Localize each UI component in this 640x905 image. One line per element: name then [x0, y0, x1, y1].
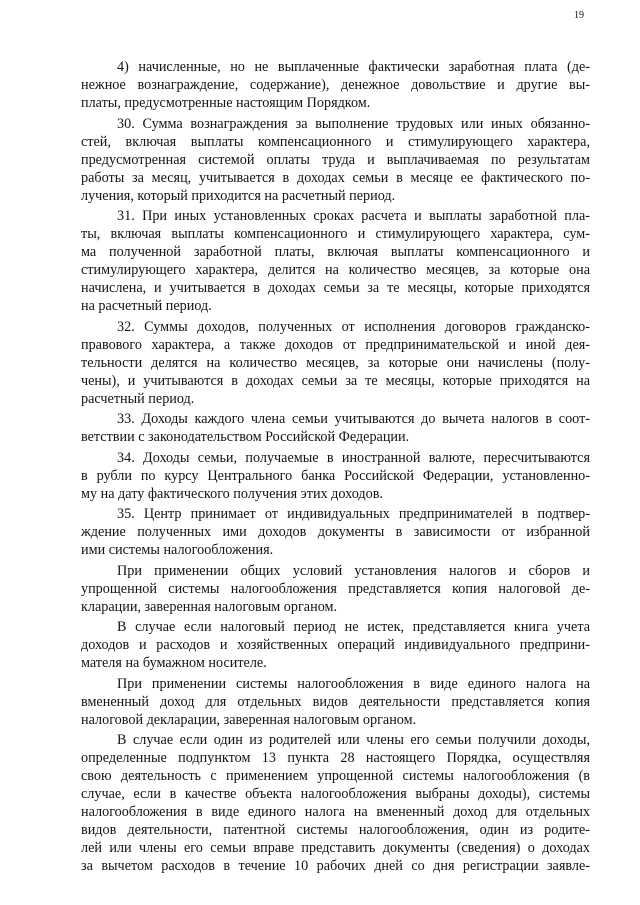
text-line: 35. Центр принимает от индивидуальных предпринимателей в подтвер- [117, 506, 590, 522]
text-line: видов деятельности, патентной системы налогообложения, один из родите- [81, 822, 590, 838]
text-line: предусмотренная системой оплаты труда и выплачиваемая по результатам [81, 151, 590, 168]
page-number: 19 [574, 10, 584, 21]
paragraph [81, 115, 590, 205]
text-line: мателя на бумажном носителе. [81, 655, 267, 671]
paragraph [81, 562, 590, 616]
paragraph [81, 449, 590, 503]
text-line: чены), и учитываются в доходах семьи за те месяцы, которые приходятся на [81, 372, 590, 389]
text-line: лей или члены его семьи вправе представить документы (сведения) о доходах [81, 840, 590, 856]
paragraph [81, 207, 590, 315]
paragraph [81, 58, 590, 112]
text-line: ветствии с законодательством Российской Федерации. [81, 429, 410, 445]
text-line: нежное вознаграждение, содержание), денежное довольствие и другие вы- [81, 77, 590, 93]
paragraph [81, 318, 590, 408]
text-line: упрощенной системы налогообложения представляется копия налоговой де- [81, 580, 590, 597]
text-line: кларации, заверенная налоговым органом. [81, 598, 338, 615]
text-line: лучения, который приходится на расчетный период. [81, 187, 396, 204]
text-line: платы, предусмотренные настоящим Порядком. [81, 95, 371, 111]
text-line: свою деятельность с применением упрощенной системы налогообложения (в [81, 768, 590, 784]
text-line: му на дату фактического получения этих доходов. [81, 485, 383, 502]
text-line: начислена, и учитывается в доходах семьи за те месяцы, которые приходятся [81, 280, 590, 296]
text-line: 32. Суммы доходов, полученных от исполнения договоров гражданско- [117, 318, 590, 335]
paragraph [81, 505, 590, 559]
text-line: 4) начисленные, но не выплаченные фактически заработная плата (де- [117, 59, 590, 75]
paragraph [81, 410, 590, 446]
text-line: в рубли по курсу Центрального банка Российской Федерации, установленно- [81, 467, 590, 484]
text-line: При применении системы налогообложения в виде единого налога на [117, 675, 590, 692]
text-line: ими системы налогообложения. [81, 542, 274, 558]
text-line: расчетный период. [81, 390, 195, 407]
paragraph [81, 731, 590, 875]
text-line: определенные подпунктом 13 пункта 28 настоящего Порядка, осуществляя [81, 750, 590, 766]
text-line: за вычетом расходов в течение 10 рабочих дней со дня регистрации заявле- [81, 858, 590, 874]
text-line: налогообложения в виде единого налога на вмененный доход для отдельных [81, 804, 590, 820]
text-line: ма полученной заработной платы, включая выплаты компенсационного и [81, 244, 590, 260]
text-line: ты, включая выплаты компенсационного и стимулирующего характера, сум- [81, 226, 590, 242]
text-line: ждение полученных ими доходов документы в зависимости от избранной [81, 524, 590, 540]
paragraph [81, 675, 590, 729]
text-line: В случае если налоговый период не истек, представляется книга учета [117, 619, 590, 635]
text-line: налоговой декларации, заверенная налоговым органом. [81, 711, 417, 728]
text-line: на расчетный период. [81, 298, 212, 314]
text-line: 34. Доходы семьи, получаемые в иностранной валюте, пересчитываются [117, 449, 590, 466]
text-line: В случае если один из родителей или члены его семьи получили доходы, [117, 732, 590, 748]
text-line: случае, если в качестве объекта налогообложения выбраны доходы), системы [81, 786, 590, 802]
text-line: правового характера, а также доходов от предпринимательской и иной дея- [81, 336, 590, 353]
text-line: При применении общих условий установления налогов и сборов и [117, 562, 590, 579]
text-line: стей, включая выплаты компенсационного и стимулирующего характера, [81, 133, 590, 150]
text-line: работы за месяц, учитывается в доходах семьи в месяце ее фактического по- [81, 169, 590, 186]
text-line: доходов и расходов и хозяйственных операций индивидуального предприни- [81, 637, 590, 653]
text-line: вмененный доход для отдельных видов деятельности представляется копия [81, 693, 590, 710]
text-line: стимулирующего характера, делится на количество месяцев, за которые она [81, 262, 590, 278]
text-line: тельности делятся на количество месяцев, за которые они начислены (полу- [81, 354, 590, 371]
paragraph [81, 618, 590, 672]
text-line: 31. При иных установленных сроках расчета и выплаты заработной пла- [117, 208, 590, 224]
text-line: 30. Сумма вознаграждения за выполнение трудовых или иных обязанно- [117, 115, 590, 132]
document-body [81, 58, 590, 878]
text-line: 33. Доходы каждого члена семьи учитываются до вычета налогов в соот- [117, 411, 590, 427]
